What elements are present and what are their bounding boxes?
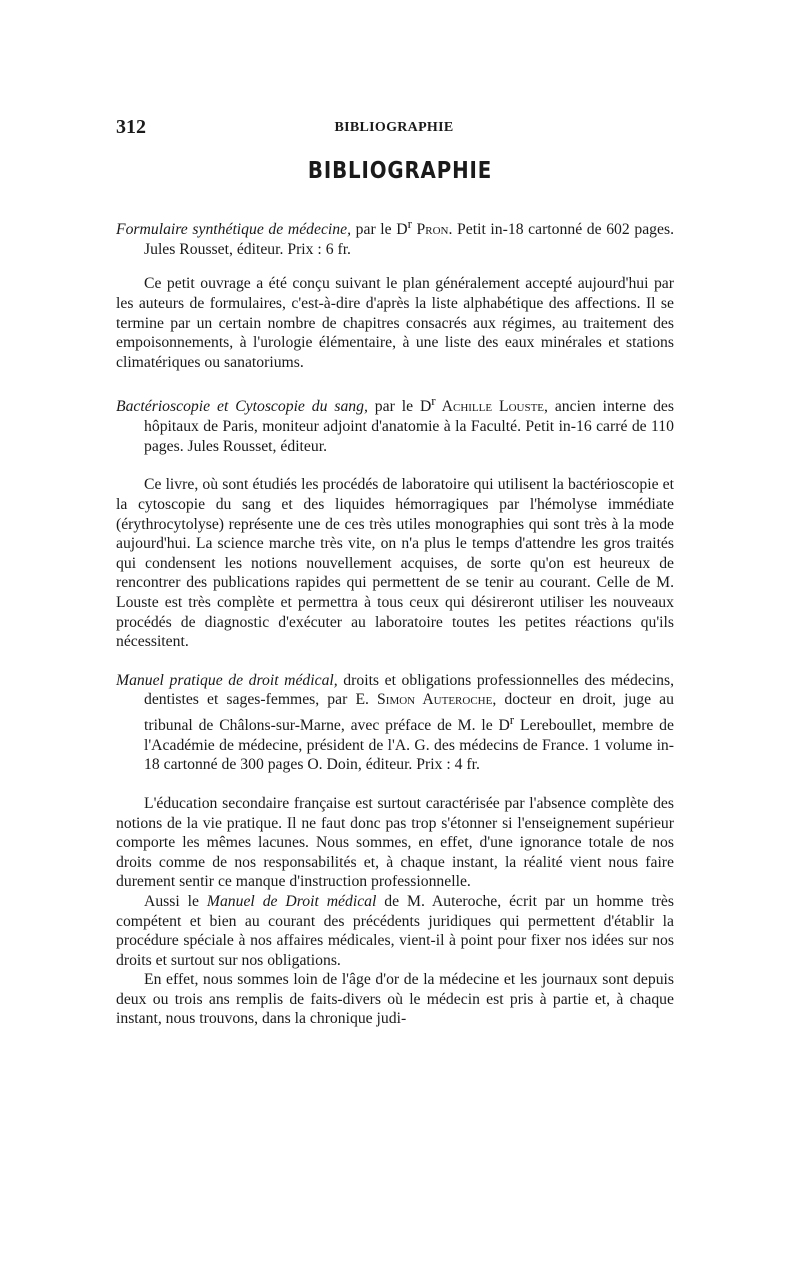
review bbox=[116, 274, 674, 372]
citation-text: Petit in-18 cartonné de 602 pages. Jules Rousset, éditeur. Prix : 6 fr. bbox=[144, 221, 675, 258]
review-paragraph bbox=[116, 892, 674, 970]
bibliography-entry bbox=[116, 391, 674, 651]
entry-citation bbox=[116, 214, 674, 259]
citation-superscript: r bbox=[407, 216, 412, 231]
citation-superscript: r bbox=[509, 711, 515, 727]
review bbox=[116, 794, 674, 1029]
bibliography-entry bbox=[116, 214, 674, 372]
review-paragraph: Ce livre, où sont étudiés les procédés de laboratoire qui utilisent la bactérioscopie et la cytoscopie du sang et des liquides hémorragiques par l'hémolyse immédiate (érythrocytolyse) représente une de ces très utiles monographies qui sont très à la mode aujourd'hui. La science marche très vite, on n'a plus le temps d'attendre les gros traités qui condensent les notions nouvellement acquises, de sorte qu'on est heureux de rencontrer des publications rapides qui permettent de se tenir au courant. Celle de M. Louste est très complète et permettra à tous ceux qui désireront utiliser les nouveaux procédés de diagnostic d'exécuter au laboratoire toutes les petites réactions qu'ils nécessitent. bbox=[116, 476, 674, 651]
entry-citation bbox=[116, 671, 674, 775]
book-title: Formulaire synthétique de médecine, bbox=[116, 221, 352, 239]
page-number: 312 bbox=[116, 116, 146, 138]
author-name: Pron. bbox=[411, 221, 453, 239]
review-paragraph: L'éducation secondaire française est surtout caractérisée par l'absence complète des notions de la vie pratique. Il ne faut donc pas trop s'étonner si l'enseignement supérieur comporte les mêmes lacunes. Nous sommes, en effet, d'une ignorance totale de nos droits comme de nos responsabilités et, à chaque instant, la réalité vient nous faire durement sentir ce manque d'instruction professionnelle. bbox=[116, 794, 674, 891]
bibliography-entry bbox=[116, 671, 674, 1029]
citation-text: droits et obligations professionnelles des médecins, dentistes et sages-femmes, par E. bbox=[144, 671, 674, 709]
review-text: de M. Auteroche, écrit par un homme très compétent et bien au courant des précédents juridiques qui permettent d'établir la procédure spéciale à nos affaires médicales, vient-il à point pour fixer nos idées sur nos droits et surtout sur nos obligations. bbox=[116, 892, 674, 969]
review bbox=[116, 475, 674, 651]
running-head bbox=[116, 116, 672, 140]
entry-citation bbox=[116, 391, 674, 456]
citation-text: docteur en droit, juge au tribunal de Châlons-sur-Marne, avec préface de M. le D bbox=[144, 691, 674, 735]
book-title: Manuel de Droit médical bbox=[206, 892, 377, 910]
running-title: BIBLIOGRAPHIE bbox=[334, 120, 454, 135]
citation-superscript: r bbox=[431, 393, 436, 409]
book-title: Bactérioscopie et Cytoscopie du sang, bbox=[116, 398, 368, 416]
author-name: Simon Auteroche, bbox=[368, 691, 497, 709]
citation-text: par le D bbox=[351, 221, 408, 239]
citation-text: Lereboullet, membre de l'Académie de médecine, président de l'A. G. des médecins de France. 1 volume in-18 cartonné de 300 pages O. Doin, éditeur. Prix : 4 fr. bbox=[144, 717, 674, 774]
review-paragraph: Ce petit ouvrage a été conçu suivant le plan généralement accepté aujourd'hui par les auteurs de formulaires, c'est-à-dire d'après la liste alphabétique des affections. Il se termine par un certain nombre de chapitres consacrés aux régimes, au traitement des empoisonnements, à l'urologie élémentaire, à une liste des eaux minérales et stations climatériques ou sanatoriums. bbox=[116, 275, 674, 371]
bibliography-content bbox=[116, 214, 674, 1048]
citation-text: ancien interne des hôpitaux de Paris, moniteur adjoint d'anatomie à la Faculté. Petit in-16 carré de 110 pages. Jules Rousset, éditeur. bbox=[144, 398, 675, 455]
book-title: Manuel pratique de droit médical, bbox=[116, 671, 338, 689]
review-paragraph: En effet, nous sommes loin de l'âge d'or de la médecine et les journaux sont depuis deux ou trois ans remplis de faits-divers où le médecin est pris à partie et, à chaque instant, nous trouvons, dans la chronique judi- bbox=[116, 971, 674, 1028]
section-title: BIBLIOGRAPHIE bbox=[307, 158, 493, 184]
author-name: Achille Louste, bbox=[435, 398, 548, 416]
review-text: Aussi le bbox=[144, 892, 207, 910]
citation-text: par le D bbox=[367, 398, 432, 416]
